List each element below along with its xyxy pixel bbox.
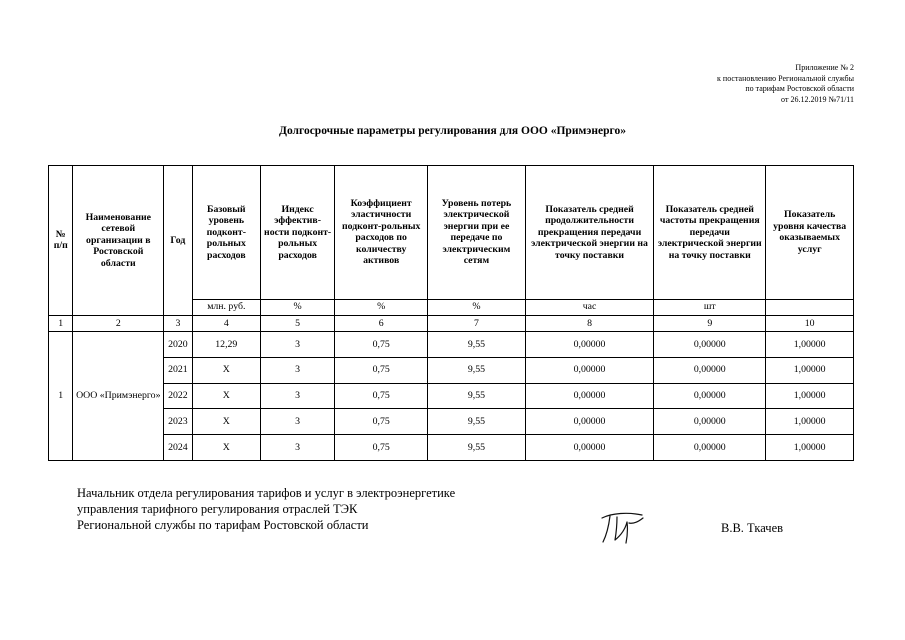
header-duration: Показатель средней продолжительности прекращения передачи электрической энергии на точку поставки [525, 166, 653, 300]
header-frequency: Показатель средней частоты прекращения передачи электрической энергии на точку поставки [654, 166, 766, 300]
table-row [49, 435, 854, 461]
appendix-line: от 26.12.2019 №71/11 [781, 94, 854, 104]
unit-losses: % [428, 299, 526, 315]
cell-frequency: 0,00000 [654, 409, 766, 435]
cell-quality: 1,00000 [766, 383, 854, 409]
unit-duration: час [525, 299, 653, 315]
col-number: 4 [192, 315, 260, 331]
cell-losses: 9,55 [428, 409, 526, 435]
cell-base: Х [192, 409, 260, 435]
cell-duration: 0,00000 [525, 331, 653, 357]
header-org: Наименование сетевой организации в Ростовской области [73, 166, 164, 316]
cell-index: 3 [260, 435, 334, 461]
cell-duration: 0,00000 [525, 383, 653, 409]
cell-index: 3 [260, 383, 334, 409]
appendix-line: Приложение № 2 [795, 63, 854, 72]
handwritten-signature [598, 508, 648, 548]
cell-base: Х [192, 357, 260, 383]
column-numbers-row [49, 315, 854, 331]
header-num: № п/п [49, 166, 73, 316]
table-row [49, 357, 854, 383]
row-number: 1 [49, 331, 73, 460]
col-number: 9 [654, 315, 766, 331]
col-number: 8 [525, 315, 653, 331]
cell-year: 2022 [164, 383, 193, 409]
document-title: Долгосрочные параметры регулирования для ООО «Примэнерго» [279, 125, 626, 137]
table-header-row [49, 166, 854, 300]
header-year: Год [164, 166, 193, 316]
cell-losses: 9,55 [428, 331, 526, 357]
cell-losses: 9,55 [428, 383, 526, 409]
cell-duration: 0,00000 [525, 357, 653, 383]
unit-quality [766, 299, 854, 315]
cell-year: 2021 [164, 357, 193, 383]
header-index: Индекс эффектив-ности подконт-рольных расходов [260, 166, 334, 300]
cell-quality: 1,00000 [766, 357, 854, 383]
col-number: 2 [73, 315, 164, 331]
cell-elastic: 0,75 [335, 435, 428, 461]
cell-elastic: 0,75 [335, 331, 428, 357]
cell-losses: 9,55 [428, 435, 526, 461]
footer-line: Региональной службы по тарифам Ростовской области [77, 518, 369, 532]
cell-duration: 0,00000 [525, 435, 653, 461]
col-number: 6 [335, 315, 428, 331]
header-elastic: Коэффициент эластичности подконт-рольных расходов по количеству активов [335, 166, 428, 300]
cell-frequency: 0,00000 [654, 331, 766, 357]
appendix-note [717, 63, 854, 105]
cell-base: Х [192, 435, 260, 461]
unit-frequency: шт [654, 299, 766, 315]
cell-duration: 0,00000 [525, 409, 653, 435]
col-number: 5 [260, 315, 334, 331]
header-losses: Уровень потерь электрической энергии при ее передаче по электрическим сетям [428, 166, 526, 300]
cell-losses: 9,55 [428, 357, 526, 383]
cell-frequency: 0,00000 [654, 435, 766, 461]
signer-name: В.В. Ткачев [721, 521, 784, 535]
table-row [49, 331, 854, 357]
col-number: 1 [49, 315, 73, 331]
cell-year: 2024 [164, 435, 193, 461]
unit-base: млн. руб. [192, 299, 260, 315]
cell-index: 3 [260, 331, 334, 357]
cell-elastic: 0,75 [335, 357, 428, 383]
unit-elastic: % [335, 299, 428, 315]
footer-line: управления тарифного регулирования отраслей ТЭК [77, 502, 358, 516]
col-number: 7 [428, 315, 526, 331]
cell-year: 2023 [164, 409, 193, 435]
col-number: 10 [766, 315, 854, 331]
cell-base: Х [192, 383, 260, 409]
cell-frequency: 0,00000 [654, 357, 766, 383]
signatory-position [77, 485, 455, 533]
cell-index: 3 [260, 409, 334, 435]
cell-base: 12,29 [192, 331, 260, 357]
header-quality: Показатель уровня качества оказываемых услуг [766, 166, 854, 300]
cell-index: 3 [260, 357, 334, 383]
cell-quality: 1,00000 [766, 409, 854, 435]
unit-index: % [260, 299, 334, 315]
col-number: 3 [164, 315, 193, 331]
table-row [49, 383, 854, 409]
cell-frequency: 0,00000 [654, 383, 766, 409]
parameters-table [48, 165, 854, 461]
footer-line: Начальник отдела регулирования тарифов и услуг в электроэнергетике [77, 486, 456, 500]
cell-elastic: 0,75 [335, 383, 428, 409]
cell-elastic: 0,75 [335, 409, 428, 435]
appendix-line: по тарифам Ростовской области [745, 84, 854, 93]
org-name: ООО «Примэнерго» [73, 331, 164, 460]
table-row [49, 409, 854, 435]
cell-year: 2020 [164, 331, 193, 357]
cell-quality: 1,00000 [766, 331, 854, 357]
appendix-line: к постановлению Региональной службы [717, 73, 854, 83]
cell-quality: 1,00000 [766, 435, 854, 461]
header-base: Базовый уровень подконт-рольных расходов [192, 166, 260, 300]
